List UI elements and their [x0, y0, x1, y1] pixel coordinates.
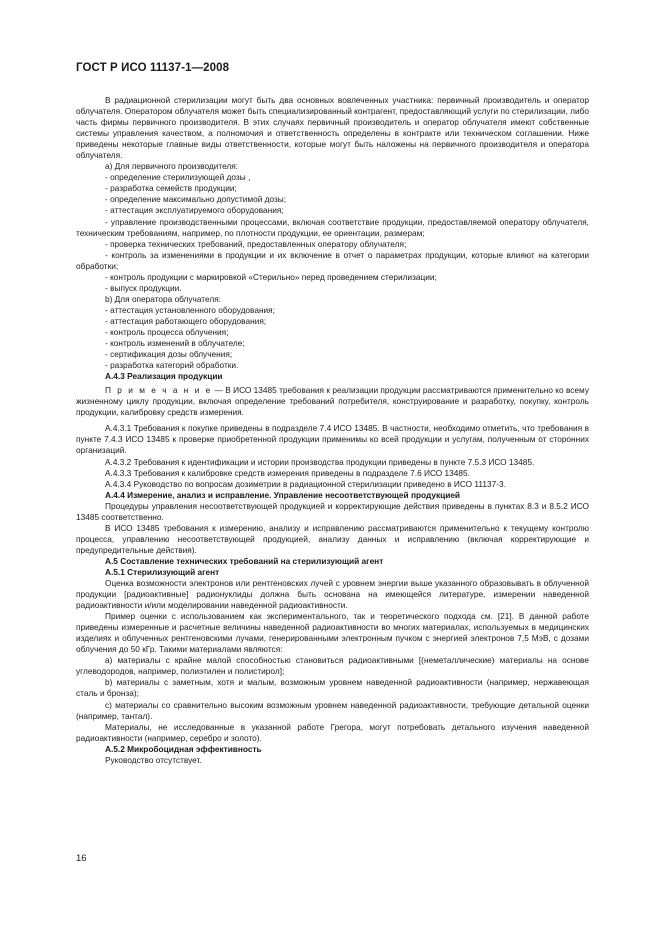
list-b-item: - контроль процесса облучения;: [105, 326, 229, 337]
list-a-item: - контроль продукции с маркировкой «Стерильно» перед проведением стерилизации;: [105, 271, 437, 282]
paragraph-a44-1: Процедуры управления несоответствующей продукцией и корректирующие действия приведены в пунктах 8.3 и 8.5.2 ИСО 13485 соответственно.: [76, 500, 589, 522]
paragraph-a51-1: Оценка возможности электронов или рентгеновских лучей с уровнем энергии выше указанного образовывать в облученной продукции [радиоактивные] радионуклиды должна быть основана на имеющейся литературе, измерении наведенной радиоактивности и/или моделировании наведенной радиоактивности.: [76, 578, 589, 611]
list-b-item: - аттестация установленного оборудования;: [105, 304, 275, 315]
list-a-item: - проверка технических требований, предоставленных оператору облучателя;: [105, 238, 407, 249]
paragraph-a52: Руководство отсутствует.: [105, 754, 202, 765]
section-heading-a5: А.5 Составление технических требований на стерилизующий агент: [105, 555, 384, 566]
list-b-item: - разработка категорий обработки.: [105, 360, 239, 371]
section-heading-a44: А.4.4 Измерение, анализ и исправление. Управление несоответствующей продукцией: [105, 489, 461, 500]
list-b-heading: b) Для оператора облучателя:: [105, 293, 221, 304]
paragraph-a51-item-b: b) материалы с заметным, хотя и малым, возможным уровнем наведенной радиоактивности (например, нержавеющая сталь и бронза);: [76, 677, 589, 699]
list-a-heading: a) Для первичного производителя:: [105, 161, 239, 172]
paragraph-a434: А.4.3.4 Руководство по вопросам дозиметрии в радиационной стерилизации приведено в ИСО 11137-3.: [105, 478, 506, 489]
list-a-item: - аттестация эксплуатируемого оборудования;: [105, 205, 284, 216]
list-a-item: - разработка семейств продукции;: [105, 183, 237, 194]
section-heading-a51: А.5.1 Стерилизующий агент: [105, 566, 220, 577]
document-header: ГОСТ Р ИСО 11137-1—2008: [76, 62, 230, 74]
paragraph-a51-3: Материалы, не исследованные в указанной работе Грегора, могут потребовать детального изучения наведенной радиоактивности (например, серебро и золото).: [76, 721, 589, 743]
paragraph-a44-2: В ИСО 13485 требования к измерению, анализу и исправлению рассматриваются применительно к текущему контролю процесса, управлению несоответствующей продукцией, анализу данных и исправлению (включая корректирующие и предупредительные действия).: [76, 522, 589, 555]
note-text: — В ИСО 13485 требования к реализации продукции рассматриваются применительно ко всему жизненному циклу продукции, включая определение требований потребителя, конструирование и разработку, покупку, контроль продукции, калибровку средств измерения.: [76, 385, 589, 418]
list-b-item: - сертификация дозы облучения;: [105, 349, 233, 360]
paragraph-a51-item-c: c) материалы со сравнительно высоким возможным уровнем наведенной радиоактивности, требующие детальной оценки (например, тантал).: [76, 699, 589, 721]
list-a-item: - выпуск продукции.: [105, 282, 182, 293]
paragraph-intro: В радиационной стерилизации могут быть два основных вовлеченных участника: первичный производитель и оператор облучателя. Оператором облучателя может быть специализированный контрагент, предоставляющий услуги по стерилизации, либо часть фирмы первичного производителя. В этих случаях первичный производитель и оператор облучателя имеют собственные системы управления качеством, а полномочия и ответственность определены в контракте или техническом соглашении. Ниже приведены некоторые главные виды ответственности, которые могут быть наложены на первичного производителя и оператора облучателя.: [76, 95, 589, 161]
list-a-item: - определение максимально допустимой дозы;: [105, 194, 287, 205]
section-heading-a43: А.4.3 Реализация продукции: [105, 371, 223, 382]
paragraph-a433: А.4.3.3 Требования к калибровке средств измерения приведены в подразделе 7.6 ИСО 13485.: [105, 467, 470, 478]
paragraph-a432: А.4.3.2 Требования к идентификации и истории производства продукции приведены в пункте 7.5.3 ИСО 13485.: [105, 456, 535, 467]
document-body: [76, 95, 589, 766]
list-b-item: - контроль изменений в облучателе;: [105, 338, 245, 349]
note-paragraph: [76, 385, 589, 418]
list-b-item: - аттестация работающего оборудования;: [105, 315, 267, 326]
list-a-item: - определение стерилизующей дозы ,: [105, 172, 251, 183]
page-number: 16: [76, 853, 87, 864]
paragraph-a51-item-a: а) материалы с крайне малой способностью становиться радиоактивными [(неметаллические) материалы на основе углеводородов, например, полиэтилен и полистирол];: [76, 655, 589, 677]
section-heading-a52: А.5.2 Микробоцидная эффективность: [105, 743, 262, 754]
list-a-item: - управление производственными процессами, включая соответствие продукции, предоставляемой оператору облучателя, техническим требованиям, например, по плотности продукции, ее ориентации, размерам;: [76, 216, 589, 238]
paragraph-a51-2: Пример оценки с использованием как экспериментального, так и теоретического подхода см. [21]. В данной работе приведены измеренные и расчетные величины наведенной радиоактивности во многих материалах, используемых в медицинских изделиях и облученных рентгеновскими лучами, генерированными электронным пучком с энергией электронов 7,5 МэВ, с дозами облучения до 50 кГр. Такими материалами являются:: [76, 611, 589, 655]
note-label: П р и м е ч а н и е: [105, 385, 213, 396]
paragraph-a431: А.4.3.1 Требования к покупке приведены в подразделе 7.4 ИСО 13485. В частности, необходимо отметить, что требования в пункте 7.4.3 ИСО 13485 к проверке приобретенной продукции применимы ко всей продукции и услугам, полученным от сторонних организаций.: [76, 423, 589, 456]
list-a-item: - контроль за изменениями в продукции и их включение в отчет о параметрах продукции, которые влияют на категории обработки;: [76, 249, 589, 271]
